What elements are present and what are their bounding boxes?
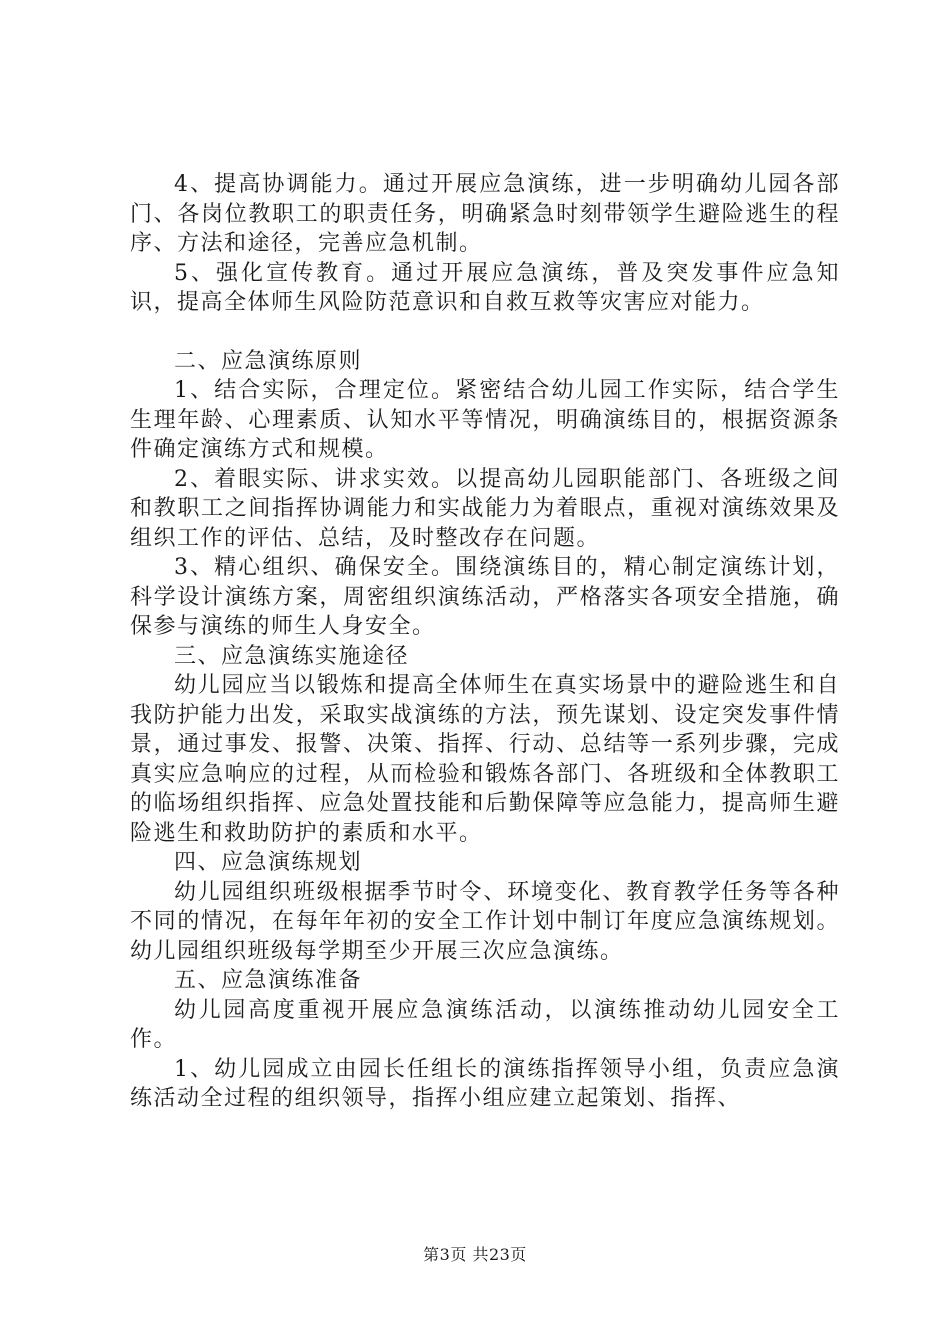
paragraph: 2、着眼实际、讲求实效。以提高幼儿园职能部门、各班级之间和教职工之间指挥协调能力和实战能力为着眼点，重视对演练效果及组织工作的评估、总结，及时整改存在问题。	[130, 466, 840, 551]
paragraph: 3、精心组织、确保安全。围绕演练目的，精心制定演练计划，科学设计演练方案，周密组织演练活动，严格落实各项安全措施，确保参与演练的师生人身安全。	[130, 555, 840, 639]
section-heading: 五、应急演练准备	[174, 968, 363, 993]
paragraph: 幼儿园高度重视开展应急演练活动，以演练推动幼儿园安全工作。	[130, 997, 840, 1052]
section-heading: 四、应急演练规划	[174, 850, 363, 875]
paragraph: 5、强化宣传教育。通过开展应急演练，普及突发事件应急知识，提高全体师生风险防范意识和自救互救等灾害应对能力。	[130, 260, 840, 315]
paragraph: 1、结合实际，合理定位。紧密结合幼儿园工作实际，结合学生生理年龄、心理素质、认知水平等情况，明确演练目的，根据资源条件确定演练方式和规模。	[130, 378, 840, 462]
paragraph-gap	[130, 318, 840, 347]
paragraph: 幼儿园应当以锻炼和提高全体师生在真实场景中的避险逃生和自我防护能力出发，采取实战演练的方法，预先谋划、设定突发事件情景，通过事发、报警、决策、指挥、行动、总结等一系列步骤，完成真实应急响应的过程，从而检验和锻炼各部门、各班级和全体教职工的临场组织指挥、应急处置技能和后勤保障等应急能力，提高师生避险逃生和救助防护的素质和水平。	[130, 673, 840, 846]
section-heading: 二、应急演练原则	[174, 348, 363, 374]
paragraph: 1、幼儿园成立由园长任组长的演练指挥领导小组，负责应急演练活动全过程的组织领导，指挥小组应建立起策划、指挥、	[130, 1056, 840, 1111]
paragraph: 4、提高协调能力。通过开展应急演练，进一步明确幼儿园各部门、各岗位教职工的职责任务，明确紧急时刻带领学生避险逃生的程序、方法和途径，完善应急机制。	[130, 172, 840, 256]
document-body	[130, 170, 840, 1114]
paragraph: 幼儿园组织班级根据季节时令、环境变化、教育教学任务等各种不同的情况，在每年年初的安全工作计划中制订年度应急演练规划。幼儿园组织班级每学期至少开展三次应急演练。	[130, 879, 840, 964]
section-heading: 三、应急演练实施途径	[174, 643, 410, 669]
page-number-footer: 第3页 共23页	[423, 1245, 527, 1264]
